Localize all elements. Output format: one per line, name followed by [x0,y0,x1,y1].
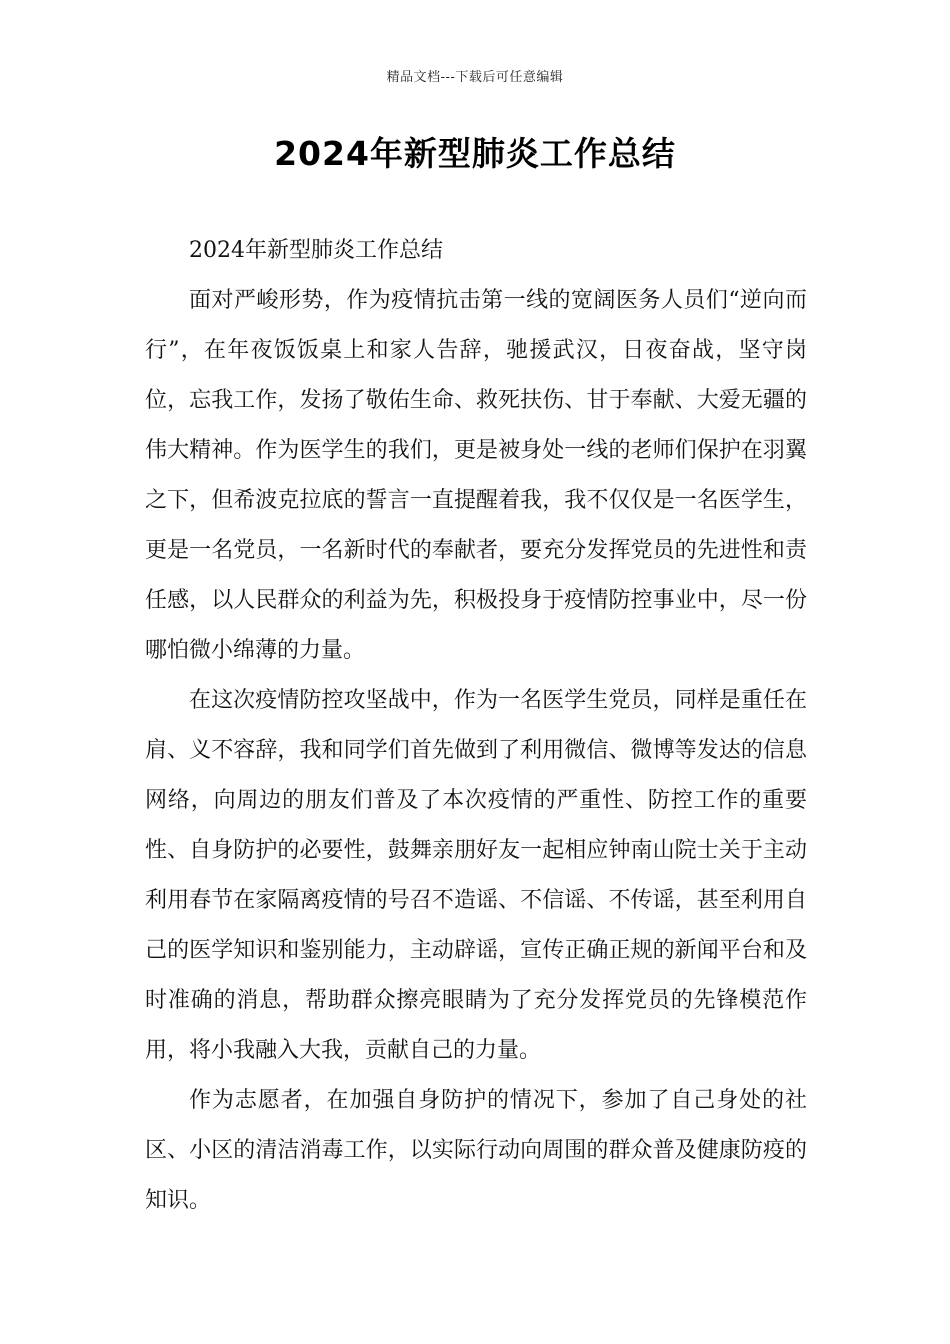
paragraph: 作为志愿者，在加强自身防护的情况下，参加了自己身处的社区、小区的清洁消毒工作，以实际行动向周围的群众普及健康防疫的知识。 [145,1088,807,1213]
header-note: 精品文档---下载后可任意编辑 [386,70,564,85]
paragraph: 在这次疫情防控攻坚战中，作为一名医学生党员，同样是重任在肩、义不容辞，我和同学们首先做到了利用微信、微博等发达的信息网络，向周边的朋友们普及了本次疫情的严重性、防控工作的重要性、自身防护的必要性，鼓舞亲朋好友一起相应钟南山院士关于主动利用春节在家隔离疫情的号召不造谣、不信谣、不传谣，甚至利用自己的医学知识和鉴别能力，主动辟谣，宣传正确正规的新闻平台和及时准确的消息，帮助群众擦亮眼睛为了充分发挥党员的先锋模范作用，将小我融入大我，贡献自己的力量。 [145,688,807,1063]
paragraph: 面对严峻形势，作为疫情抗击第一线的宽阔医务人员们“逆向而行”，在年夜饭饭桌上和家人告辞，驰援武汉，日夜奋战，坚守岗位，忘我工作，发扬了敬佑生命、救死扶伤、甘于奉献、大爱无疆的伟大精神。作为医学生的我们，更是被身处一线的老师们保护在羽翼之下，但希波克拉底的誓言一直提醒着我，我不仅仅是一名医学生，更是一名党员，一名新时代的奉献者，要充分发挥党员的先进性和责任感，以人民群众的利益为先，积极投身于疫情防控事业中，尽一份哪怕微小绵薄的力量。 [145,288,807,663]
paragraph-subtitle: 2024年新型肺炎工作总结 [189,238,443,263]
document-title: 2024年新型肺炎工作总结 [274,134,676,173]
document-body [145,226,807,1226]
